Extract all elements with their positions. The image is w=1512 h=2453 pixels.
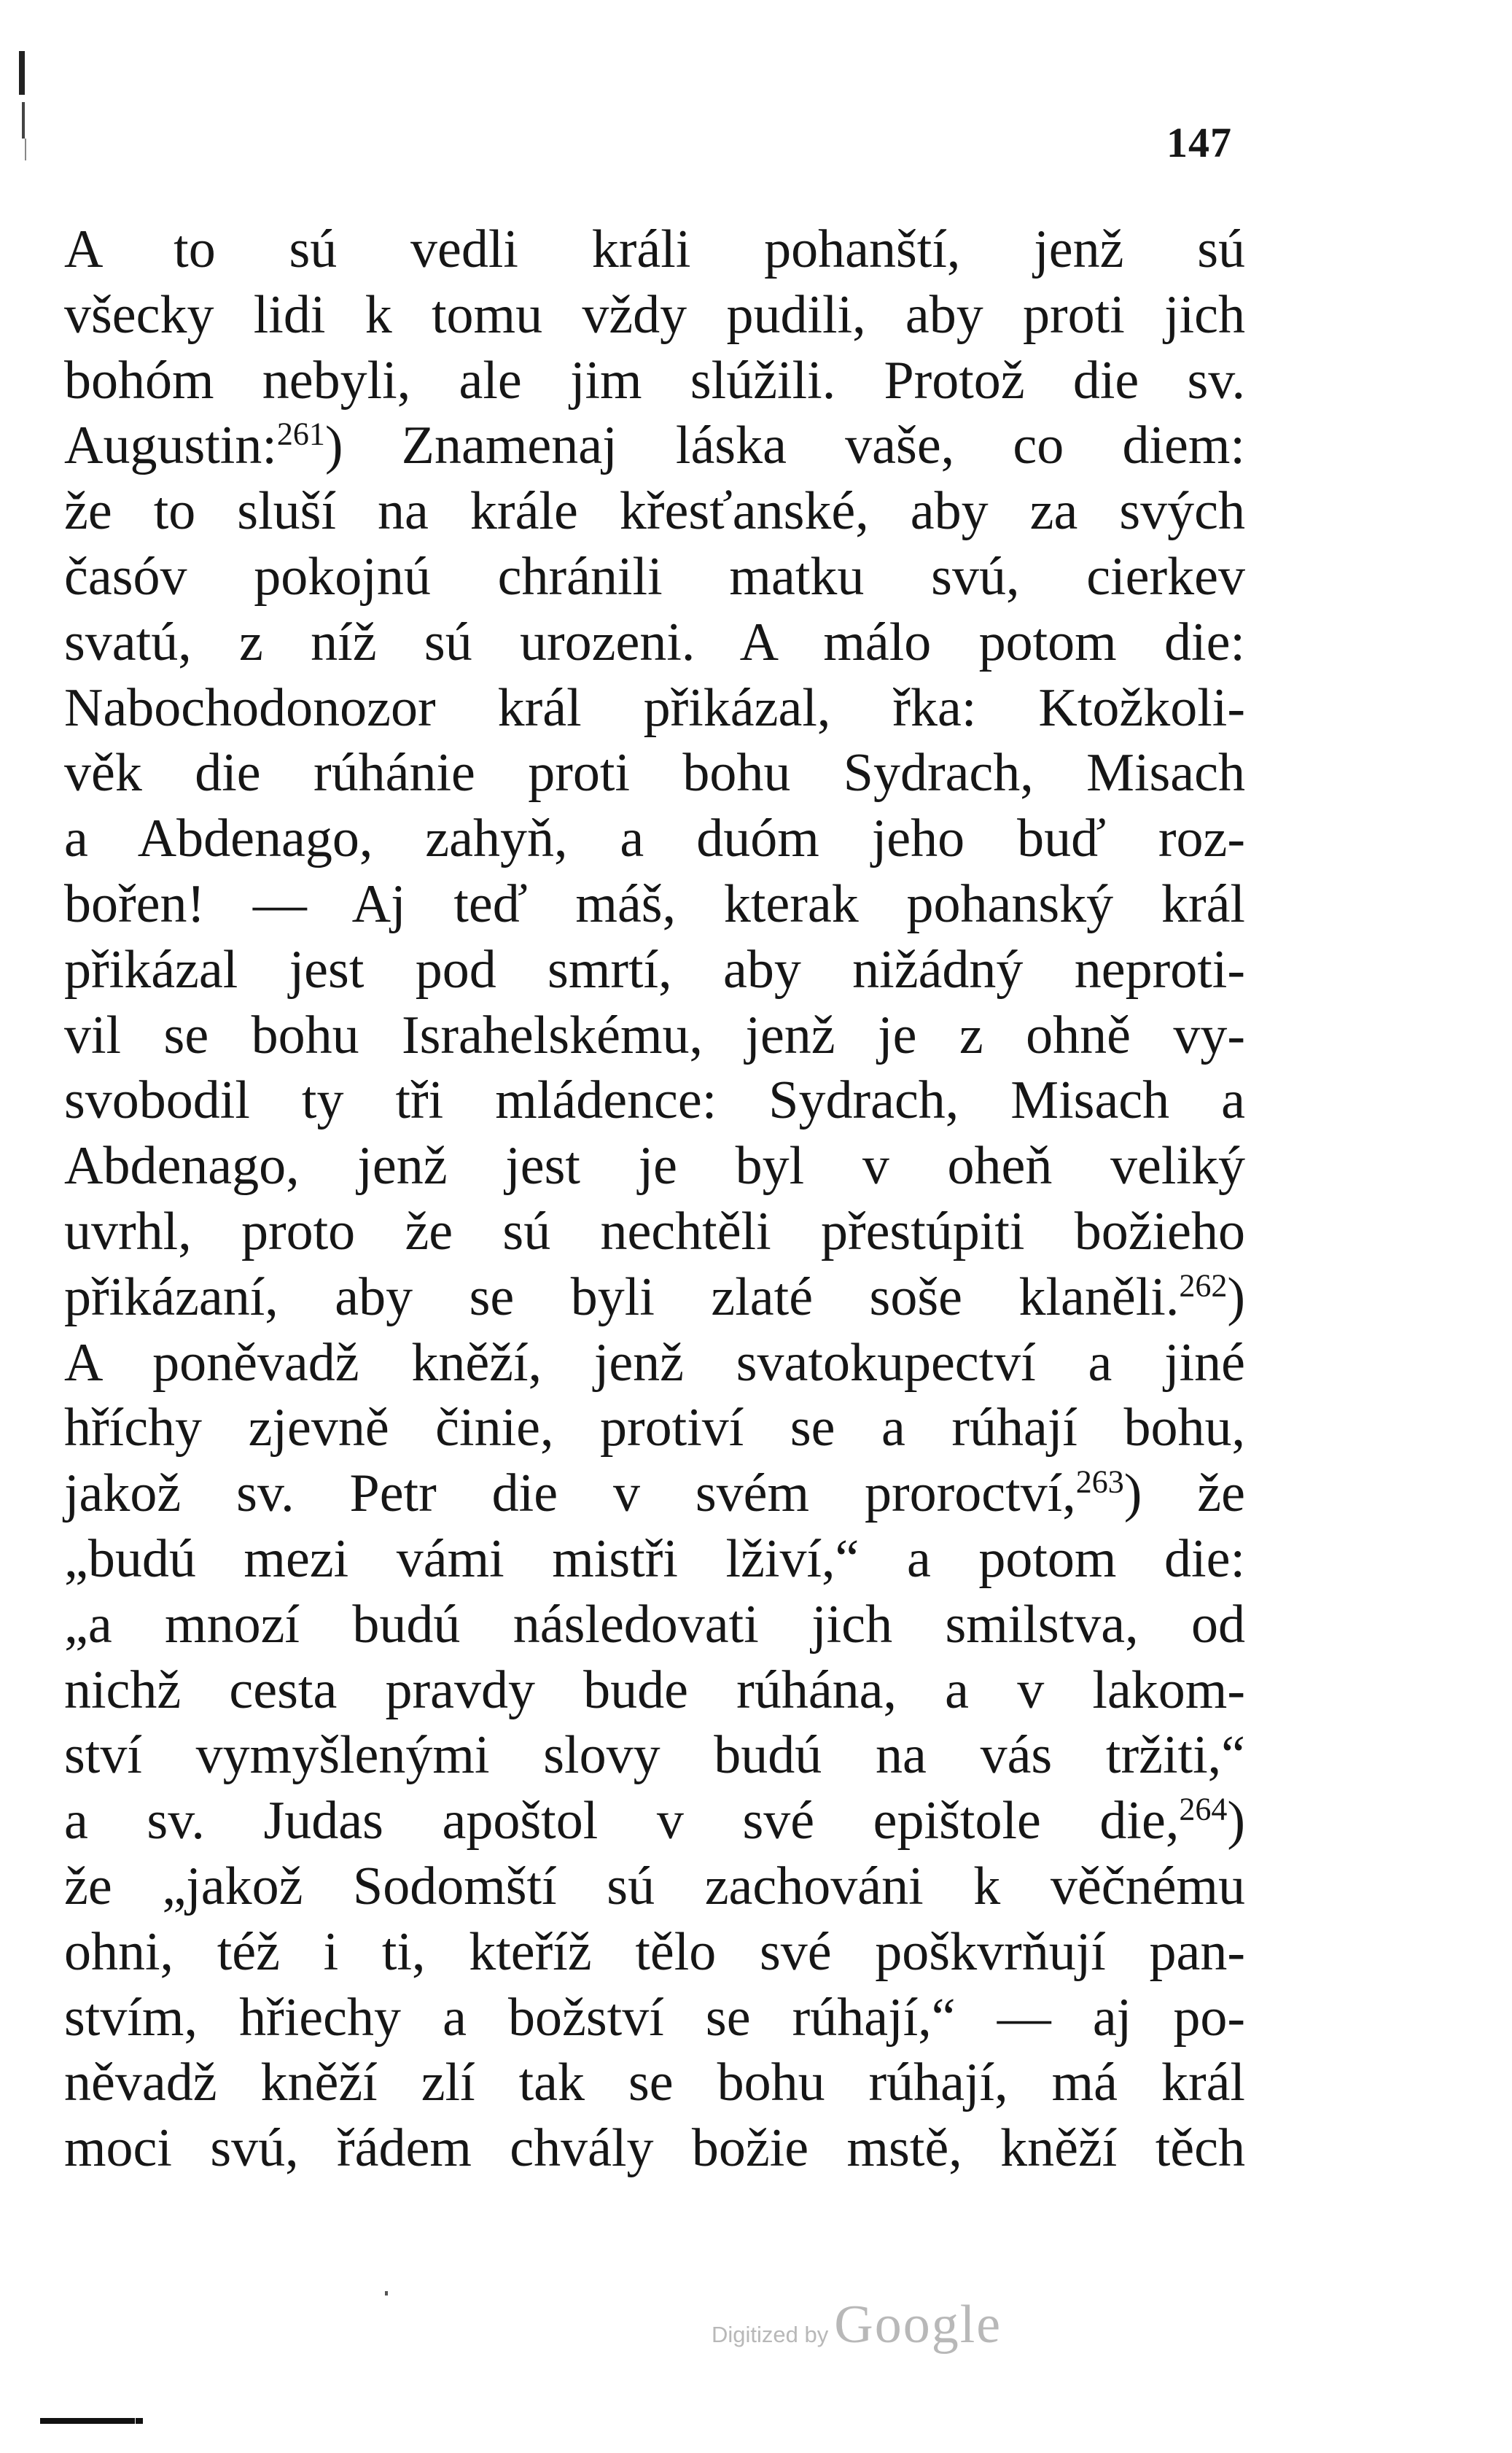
text-line — [64, 2116, 1245, 2182]
text-line — [64, 1200, 1245, 1265]
line-text: A to sú vedli králi pohanští, jenž sú — [64, 219, 1245, 279]
text-line — [64, 479, 1245, 545]
line-text: že to sluší na krále křesťanské, aby za svých — [64, 481, 1245, 542]
line-text: svobodil ty tři mládence: Sydrach, Misach a — [64, 1070, 1245, 1131]
line-text: a Abdenago, zahyň, a duóm jeho buď roz- — [64, 809, 1245, 869]
footnote-marker: 262 — [1179, 1267, 1228, 1304]
text-line — [64, 741, 1245, 806]
line-text-after-marker: ) — [1227, 1267, 1245, 1327]
line-text: ství vymyšlenými slovy budú na vás tržiti,“ — [64, 1725, 1245, 1786]
line-text: moci svú, řádem chvály božie mstě, kněží těch — [64, 2118, 1245, 2179]
text-line — [64, 1068, 1245, 1134]
line-text: ohni, též i ti, kteříž tělo své poškvrňují pan- — [64, 1921, 1245, 1982]
line-text-after-marker: ) že — [1123, 1463, 1245, 1524]
scan-bottom-dot — [136, 2418, 143, 2424]
line-text: Augustin: — [64, 416, 277, 476]
text-line — [64, 1593, 1245, 1658]
text-line — [64, 938, 1245, 1003]
ink-speck — [385, 2291, 388, 2295]
line-text: „a mnozí budú následovati jich smilstva, od — [64, 1594, 1245, 1655]
scan-edge-bar — [19, 51, 25, 95]
text-line — [64, 1986, 1245, 2051]
text-line — [64, 1396, 1245, 1461]
line-text: bořen! — Aj teď máš, kterak pohanský král — [64, 874, 1245, 934]
line-text: věk die rúhánie proti bohu Sydrach, Misach — [64, 743, 1245, 804]
google-logo: Google — [834, 2295, 1002, 2355]
line-text: že „jakož Sodomští sú zachováni k věčnému — [64, 1856, 1245, 1916]
text-line — [64, 1723, 1245, 1789]
digitized-watermark — [712, 2294, 1002, 2356]
scan-edge-bar — [22, 102, 25, 139]
line-text: jakož sv. Petr die v svém proroctví, — [64, 1463, 1076, 1524]
line-text: něvadž kněží zlí tak se bohu rúhají, má král — [64, 2053, 1245, 2113]
scan-bottom-rule — [40, 2418, 135, 2424]
footnote-marker: 263 — [1075, 1463, 1124, 1500]
text-line — [64, 872, 1245, 938]
line-text: A poněvadž kněží, jenž svatokupectví a jiné — [64, 1332, 1245, 1393]
line-text: hříchy zjevně činie, protiví se a rúhají bohu, — [64, 1398, 1245, 1458]
body-text — [64, 217, 1245, 2182]
text-line — [64, 610, 1245, 676]
text-line — [64, 1003, 1245, 1069]
line-text: přikázaní, aby se byli zlaté soše klaněli. — [64, 1267, 1180, 1327]
text-line — [64, 1789, 1245, 1854]
footnote-marker: 264 — [1179, 1791, 1228, 1827]
line-text: stvím, hřiechy a božství se rúhají,“ — aj po- — [64, 1987, 1245, 2048]
line-text: nichž cesta pravdy bude rúhána, a v lakom- — [64, 1660, 1245, 1720]
line-text-after-marker: ) — [1227, 1791, 1245, 1851]
line-text-after-marker: ) Znamenaj láska vaše, co diem: — [324, 416, 1245, 476]
text-line — [64, 283, 1245, 349]
text-line — [64, 1854, 1245, 1920]
text-line — [64, 1461, 1245, 1527]
text-line — [64, 349, 1245, 414]
line-text: všecky lidi k tomu vždy pudili, aby proti jich — [64, 284, 1245, 345]
line-text: bohóm nebyli, ale jim slúžili. Protož die sv. — [64, 350, 1245, 411]
line-text: časóv pokojnú chránili matku svú, cierkev — [64, 546, 1245, 607]
line-text: Nabochodonozor král přikázal, řka: Ktožkoli- — [64, 677, 1245, 738]
text-line — [64, 413, 1245, 479]
watermark-prefix: Digitized by — [712, 2322, 829, 2347]
line-text: svatú, z níž sú urozeni. A málo potom die: — [64, 612, 1245, 672]
text-line — [64, 1527, 1245, 1593]
line-text: přikázal jest pod smrtí, aby nižádný neproti- — [64, 939, 1245, 1000]
footnote-marker: 261 — [276, 416, 325, 452]
line-text: vil se bohu Israhelskému, jenž je z ohně vy- — [64, 1005, 1245, 1065]
text-line — [64, 806, 1245, 872]
text-line — [64, 1920, 1245, 1986]
text-line — [64, 217, 1245, 283]
text-line — [64, 1265, 1245, 1331]
text-line — [64, 1134, 1245, 1200]
text-line — [64, 1331, 1245, 1396]
text-line — [64, 676, 1245, 742]
page-number: 147 — [1166, 119, 1232, 166]
scan-edge-bar — [25, 139, 26, 160]
text-line — [64, 1658, 1245, 1724]
line-text: „budú mezi vámi mistři lživí,“ a potom die: — [64, 1528, 1245, 1589]
line-text: a sv. Judas apoštol v své epištole die, — [64, 1791, 1180, 1851]
text-line — [64, 545, 1245, 610]
scan-edge-mark — [19, 51, 26, 153]
line-text: Abdenago, jenž jest je byl v oheň veliký — [64, 1136, 1245, 1197]
text-line — [64, 2050, 1245, 2116]
line-text: uvrhl, proto že sú nechtěli přestúpiti božieho — [64, 1201, 1245, 1262]
